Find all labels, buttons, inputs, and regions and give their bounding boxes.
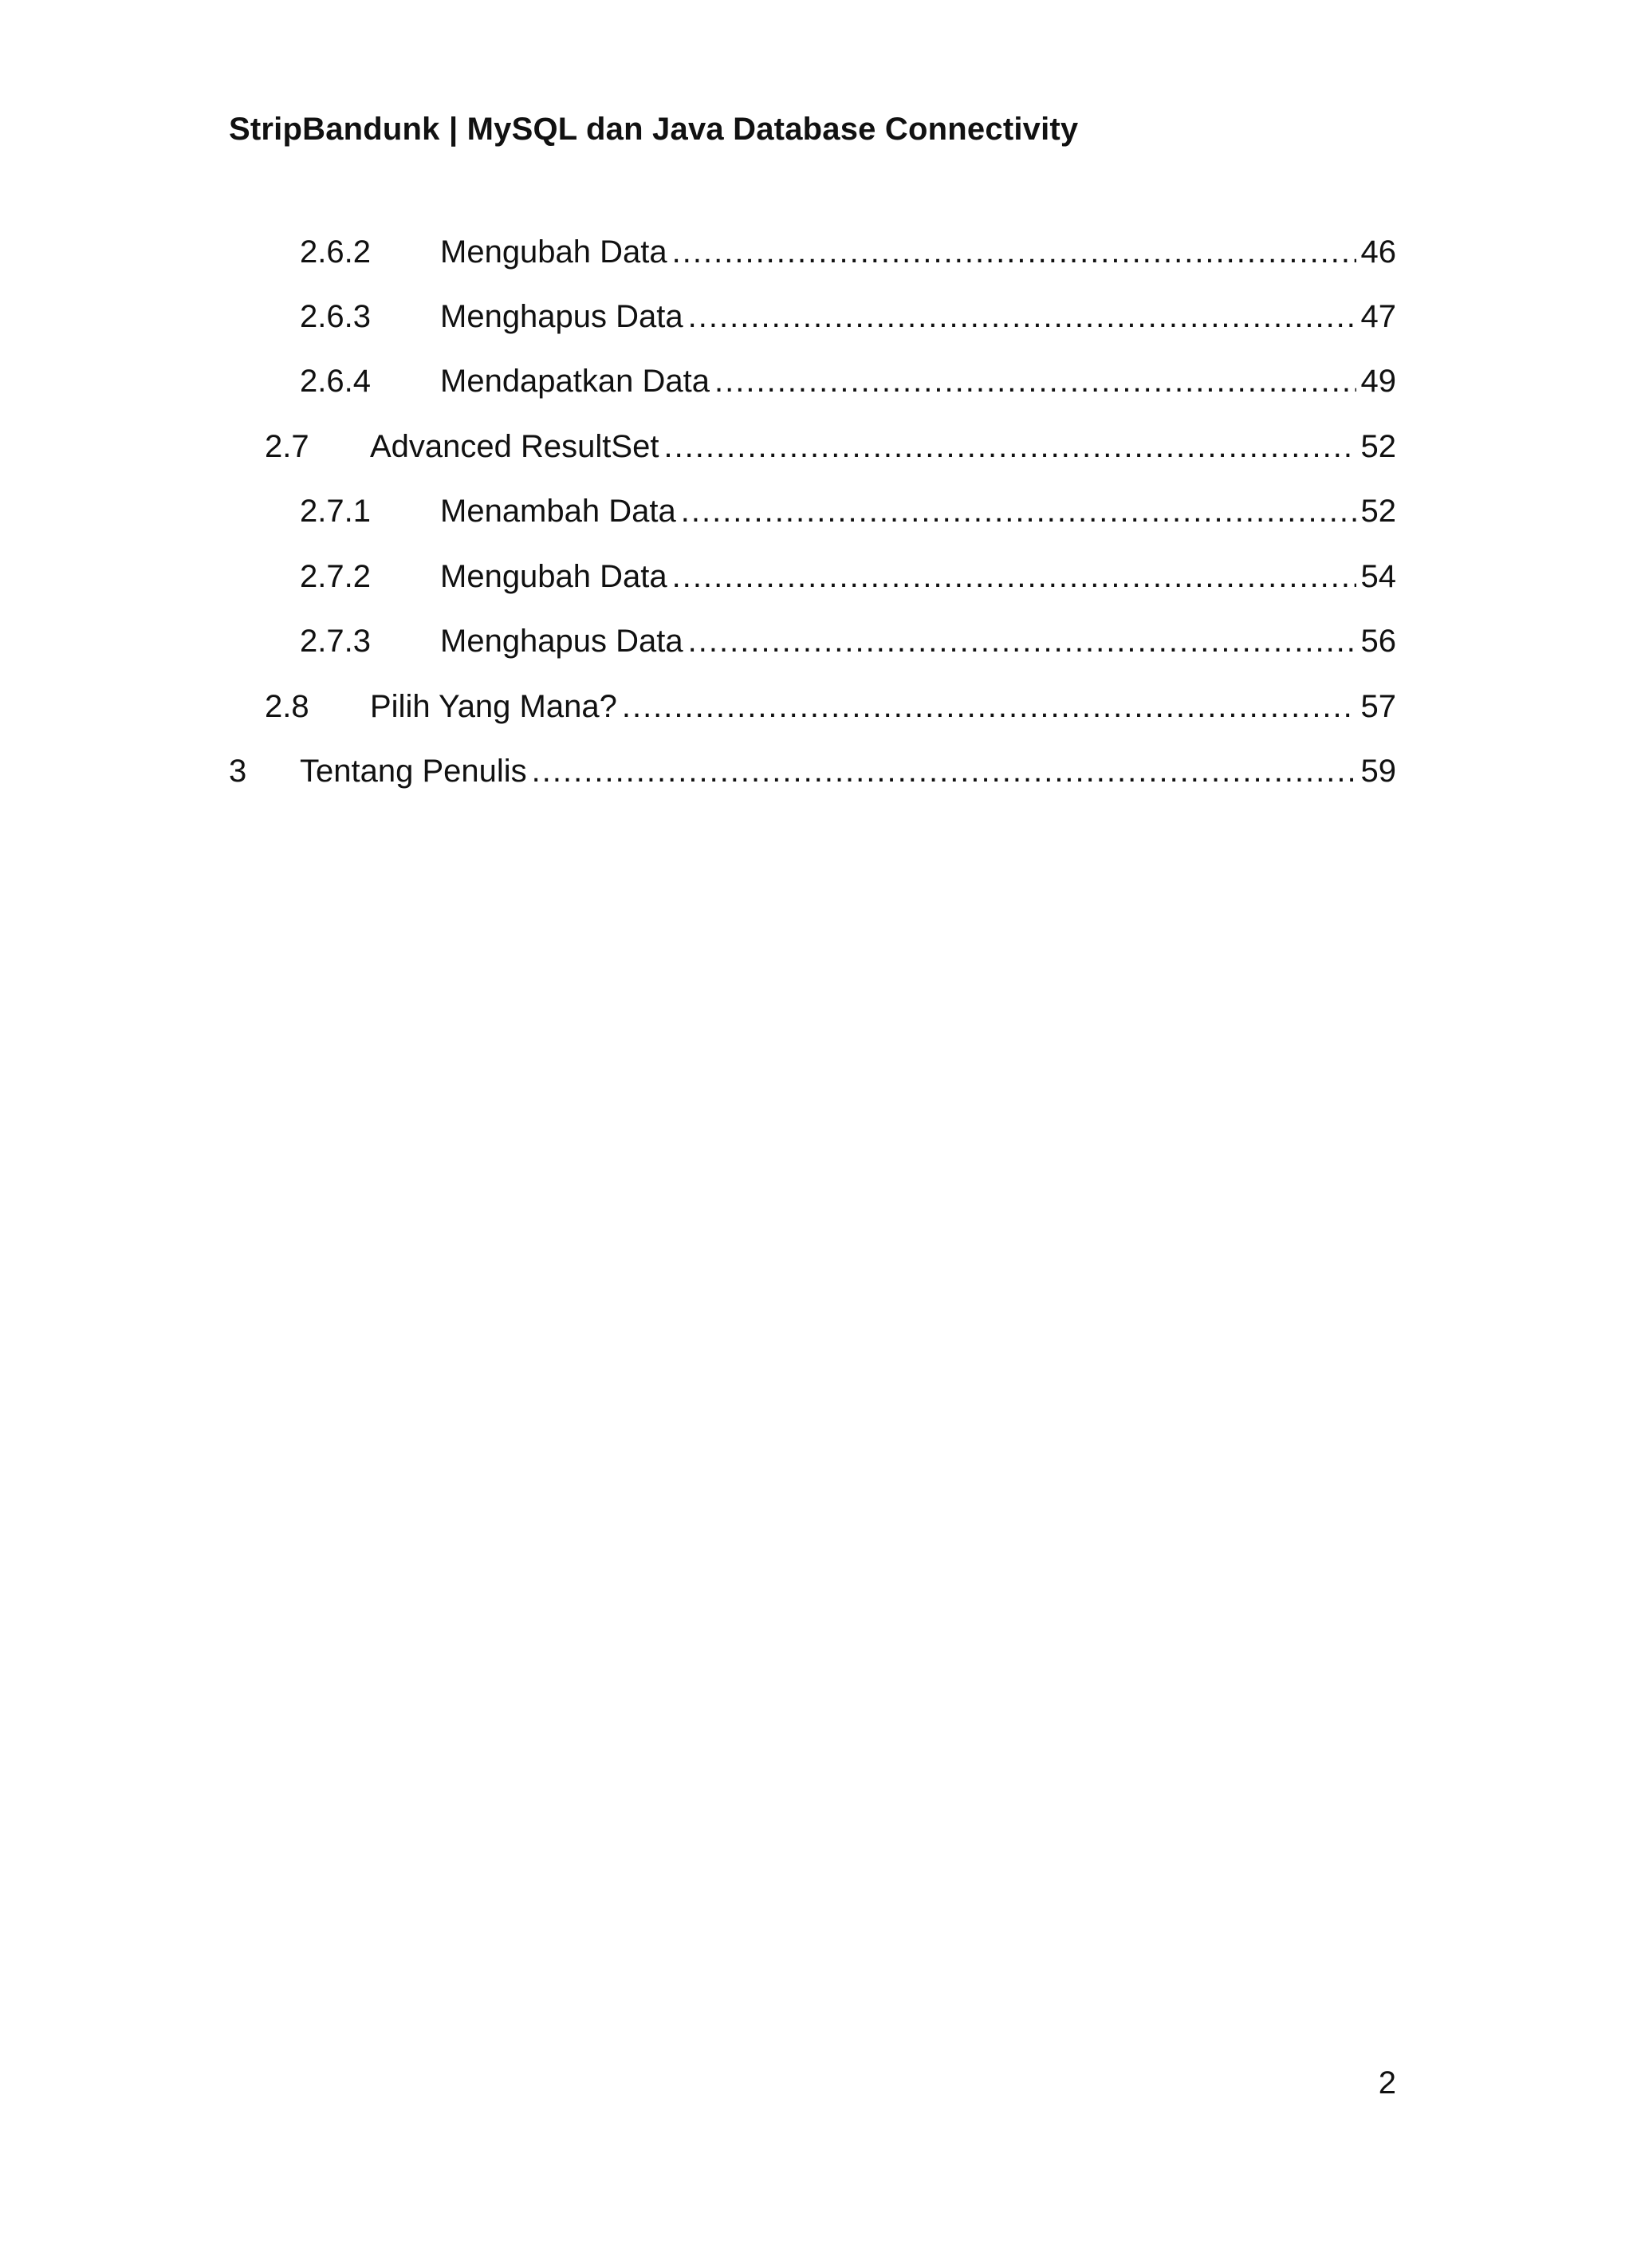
toc-entry-number: 2.7.3 — [300, 624, 371, 659]
toc-entry-title: Mendapatkan Data — [440, 364, 710, 399]
toc-entry-page: 52 — [1360, 494, 1396, 529]
toc-dot-leader — [672, 228, 1356, 276]
toc-entry-number: 2.7.1 — [300, 494, 371, 529]
toc-entry-title: Mengubah Data — [440, 559, 667, 594]
toc-entry-page: 59 — [1360, 754, 1396, 789]
toc-entry-2-8[interactable] — [0, 683, 1633, 730]
toc-entry-2-6-3[interactable] — [0, 293, 1633, 341]
toc-entry-title: Menambah Data — [440, 494, 676, 529]
toc-entry-title: Tentang Penulis — [300, 754, 527, 789]
toc-entry-2-7-3[interactable] — [0, 617, 1633, 665]
toc-dot-leader — [663, 423, 1356, 471]
toc-dot-leader — [681, 487, 1356, 535]
toc-entry-3[interactable] — [0, 747, 1633, 795]
toc-entry-2-6-4[interactable] — [0, 357, 1633, 405]
toc-dot-leader — [714, 357, 1356, 405]
page-number: 2 — [1378, 2065, 1396, 2101]
toc-entry-2-7[interactable] — [0, 423, 1633, 471]
toc-dot-leader — [688, 617, 1356, 665]
toc-entry-page: 46 — [1360, 234, 1396, 270]
toc-entry-number: 2.7.2 — [300, 559, 371, 594]
toc-dot-leader — [688, 293, 1356, 341]
toc-entry-title: Menghapus Data — [440, 624, 683, 659]
toc-entry-number: 2.6.3 — [300, 299, 371, 334]
toc-dot-leader — [672, 553, 1356, 600]
toc-dot-leader — [532, 747, 1356, 795]
toc-entry-page: 56 — [1360, 624, 1396, 659]
toc-entry-number: 2.6.4 — [300, 364, 371, 399]
toc-entry-number: 2.7 — [265, 429, 309, 464]
toc-entry-page: 57 — [1360, 689, 1396, 724]
toc-entry-page: 52 — [1360, 429, 1396, 464]
toc-entry-number: 2.6.2 — [300, 234, 371, 270]
toc-dot-leader — [622, 683, 1356, 730]
toc-entry-page: 47 — [1360, 299, 1396, 334]
running-header: StripBandunk | MySQL dan Java Database Connectivity — [229, 112, 1079, 147]
toc-entry-title: Pilih Yang Mana? — [370, 689, 617, 724]
toc-entry-2-7-1[interactable] — [0, 487, 1633, 535]
toc-entry-number: 3 — [229, 754, 247, 789]
toc-entry-title: Menghapus Data — [440, 299, 683, 334]
toc-entry-title: Advanced ResultSet — [370, 429, 659, 464]
toc-entry-title: Mengubah Data — [440, 234, 667, 270]
toc-entry-2-7-2[interactable] — [0, 553, 1633, 600]
toc-entry-page: 49 — [1360, 364, 1396, 399]
toc-entry-2-6-2[interactable] — [0, 228, 1633, 276]
toc-entry-page: 54 — [1360, 559, 1396, 594]
toc-entry-number: 2.8 — [265, 689, 309, 724]
